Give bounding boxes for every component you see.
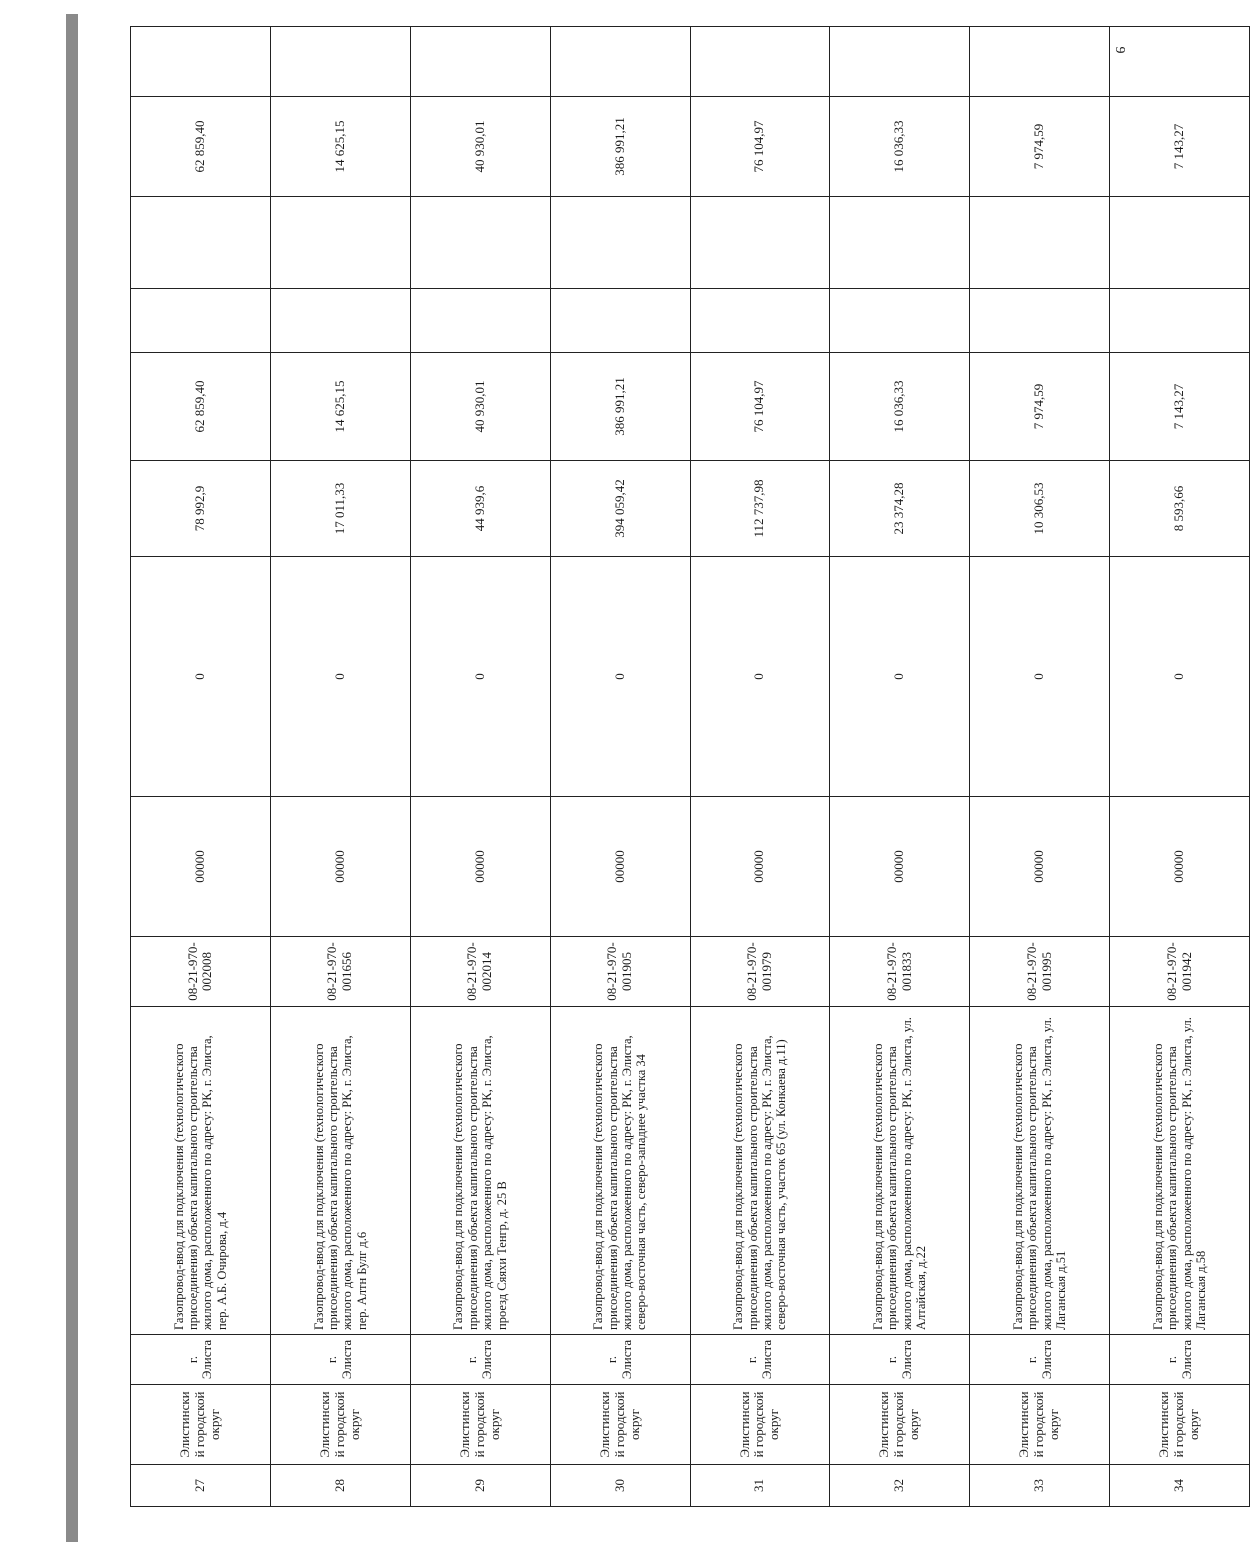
empty-cell (131, 27, 271, 97)
zero-value-cell: 0 (1110, 557, 1250, 797)
empty-cell (690, 289, 830, 353)
city-cell: г. Элиста (830, 1335, 970, 1385)
amount-cell: 16 036,33 (830, 353, 970, 461)
row-number: 28 (270, 1465, 410, 1507)
kbk-cell: 00000 (970, 797, 1110, 937)
object-code-cell: 08-21-970-001656 (270, 937, 410, 1007)
row-number: 30 (550, 1465, 690, 1507)
kbk-cell: 00000 (1110, 797, 1250, 937)
empty-cell (830, 197, 970, 289)
empty-cell (1110, 197, 1250, 289)
municipality-cell: Элистинский городской округ (410, 1385, 550, 1465)
rotated-table-container (130, 27, 1250, 1507)
amount-cell: 14 625,15 (270, 353, 410, 461)
city-cell: г. Элиста (131, 1335, 271, 1385)
total-amount-cell: 14 625,15 (270, 97, 410, 197)
estimated-cost-cell: 78 992,9 (131, 461, 271, 557)
object-code-cell: 08-21-970-002014 (410, 937, 550, 1007)
municipality-cell: Элистинский городской округ (270, 1385, 410, 1465)
row-number: 33 (970, 1465, 1110, 1507)
description-cell: Газопровод-ввод для подключения (технологического присоединения) объекта капитального строительства жилого дома, расположенного по адресу: РК, г. Элиста, проезд Сяяхи Тенгр, д. 25 В (410, 1007, 550, 1335)
table-row (970, 27, 1110, 1507)
estimated-cost-cell: 112 737,98 (690, 461, 830, 557)
zero-value-cell: 0 (550, 557, 690, 797)
empty-cell (550, 197, 690, 289)
kbk-cell: 00000 (270, 797, 410, 937)
empty-cell (690, 27, 830, 97)
empty-cell (270, 289, 410, 353)
scan-edge-bar (66, 14, 78, 1542)
zero-value-cell: 0 (830, 557, 970, 797)
empty-cell (690, 197, 830, 289)
amount-cell: 7 974,59 (970, 353, 1110, 461)
empty-cell (550, 27, 690, 97)
municipality-cell: Элистинский городской округ (690, 1385, 830, 1465)
row-number: 31 (690, 1465, 830, 1507)
description-cell: Газопровод-ввод для подключения (технологического присоединения) объекта капитального строительства жилого дома, расположенного по адресу: РК, г. Элиста, ул. Лаганская д.51 (970, 1007, 1110, 1335)
amount-cell: 62 859,40 (131, 353, 271, 461)
empty-cell (830, 27, 970, 97)
row-number: 29 (410, 1465, 550, 1507)
zero-value-cell: 0 (690, 557, 830, 797)
total-amount-cell: 62 859,40 (131, 97, 271, 197)
empty-cell (410, 197, 550, 289)
zero-value-cell: 0 (410, 557, 550, 797)
description-cell: Газопровод-ввод для подключения (технологического присоединения) объекта капитального строительства жилого дома, расположенного по адресу: РК, г. Элиста, ул. Лаганская д.58 (1110, 1007, 1250, 1335)
object-code-cell: 08-21-970-001979 (690, 937, 830, 1007)
estimated-cost-cell: 394 059,42 (550, 461, 690, 557)
municipality-cell: Элистинский городской округ (1110, 1385, 1250, 1465)
total-amount-cell: 16 036,33 (830, 97, 970, 197)
empty-cell (550, 289, 690, 353)
empty-cell (970, 27, 1110, 97)
empty-cell (970, 197, 1110, 289)
total-amount-cell: 7 974,59 (970, 97, 1110, 197)
table-row (550, 27, 690, 1507)
object-code-cell: 08-21-970-001833 (830, 937, 970, 1007)
amount-cell: 7 143,27 (1110, 353, 1250, 461)
municipality-cell: Элистинский городской округ (550, 1385, 690, 1465)
description-cell: Газопровод-ввод для подключения (технологического присоединения) объекта капитального строительства жилого дома, расположенного по адресу: РК, г. Элиста, северо-восточная часть, участок 65 (ул. Конкаева д.11) (690, 1007, 830, 1335)
object-code-cell: 08-21-970-002008 (131, 937, 271, 1007)
estimated-cost-cell: 23 374,28 (830, 461, 970, 557)
kbk-cell: 00000 (550, 797, 690, 937)
amount-cell: 76 104,97 (690, 353, 830, 461)
row-number: 34 (1110, 1465, 1250, 1507)
row-number: 27 (131, 1465, 271, 1507)
empty-cell (970, 289, 1110, 353)
object-code-cell: 08-21-970-001995 (970, 937, 1110, 1007)
kbk-cell: 00000 (131, 797, 271, 937)
estimated-cost-cell: 17 011,33 (270, 461, 410, 557)
municipality-cell: Элистинский городской округ (970, 1385, 1110, 1465)
empty-cell (270, 27, 410, 97)
table-row (410, 27, 550, 1507)
empty-cell (270, 197, 410, 289)
table-row (830, 27, 970, 1507)
city-cell: г. Элиста (970, 1335, 1110, 1385)
empty-cell (410, 289, 550, 353)
object-code-cell: 08-21-970-001905 (550, 937, 690, 1007)
city-cell: г. Элиста (550, 1335, 690, 1385)
row-number: 32 (830, 1465, 970, 1507)
kbk-cell: 00000 (830, 797, 970, 937)
table-body (131, 27, 1250, 1507)
empty-cell (410, 27, 550, 97)
city-cell: г. Элиста (270, 1335, 410, 1385)
object-code-cell: 08-21-970-001942 (1110, 937, 1250, 1007)
empty-cell (131, 289, 271, 353)
amount-cell: 386 991,21 (550, 353, 690, 461)
description-cell: Газопровод-ввод для подключения (технологического присоединения) объекта капитального строительства жилого дома, расположенного по адресу: РК, г. Элиста, ул. Алтайская, д.22 (830, 1007, 970, 1335)
kbk-cell: 00000 (410, 797, 550, 937)
gas-pipeline-table (130, 26, 1250, 1507)
total-amount-cell: 76 104,97 (690, 97, 830, 197)
description-cell: Газопровод-ввод для подключения (технологического присоединения) объекта капитального строительства жилого дома, расположенного по адресу: РК, г. Элиста, северо-восточная часть, северо-западнее участка 34 (550, 1007, 690, 1335)
empty-cell (1110, 289, 1250, 353)
kbk-cell: 00000 (690, 797, 830, 937)
table-row (690, 27, 830, 1507)
empty-cell (131, 197, 271, 289)
page-number: 9 (1112, 46, 1127, 54)
municipality-cell: Элистинский городской округ (131, 1385, 271, 1465)
zero-value-cell: 0 (970, 557, 1110, 797)
table-row (270, 27, 410, 1507)
total-amount-cell: 386 991,21 (550, 97, 690, 197)
city-cell: г. Элиста (410, 1335, 550, 1385)
description-cell: Газопровод-ввод для подключения (технологического присоединения) объекта капитального строительства жилого дома, расположенного по адресу: РК, г. Элиста, пер. Алтн Булг д.6 (270, 1007, 410, 1335)
description-cell: Газопровод-ввод для подключения (технологического присоединения) объекта капитального строительства жилого дома, расположенного по адресу: РК, г. Элиста, пер. А.Б. Очирова, д.4 (131, 1007, 271, 1335)
table-row (131, 27, 271, 1507)
empty-cell (1110, 27, 1250, 97)
estimated-cost-cell: 8 593,66 (1110, 461, 1250, 557)
zero-value-cell: 0 (131, 557, 271, 797)
city-cell: г. Элиста (1110, 1335, 1250, 1385)
estimated-cost-cell: 44 939,6 (410, 461, 550, 557)
municipality-cell: Элистинский городской округ (830, 1385, 970, 1465)
zero-value-cell: 0 (270, 557, 410, 797)
total-amount-cell: 7 143,27 (1110, 97, 1250, 197)
empty-cell (830, 289, 970, 353)
table-row (1110, 27, 1250, 1507)
city-cell: г. Элиста (690, 1335, 830, 1385)
total-amount-cell: 40 930,01 (410, 97, 550, 197)
estimated-cost-cell: 10 306,53 (970, 461, 1110, 557)
amount-cell: 40 930,01 (410, 353, 550, 461)
